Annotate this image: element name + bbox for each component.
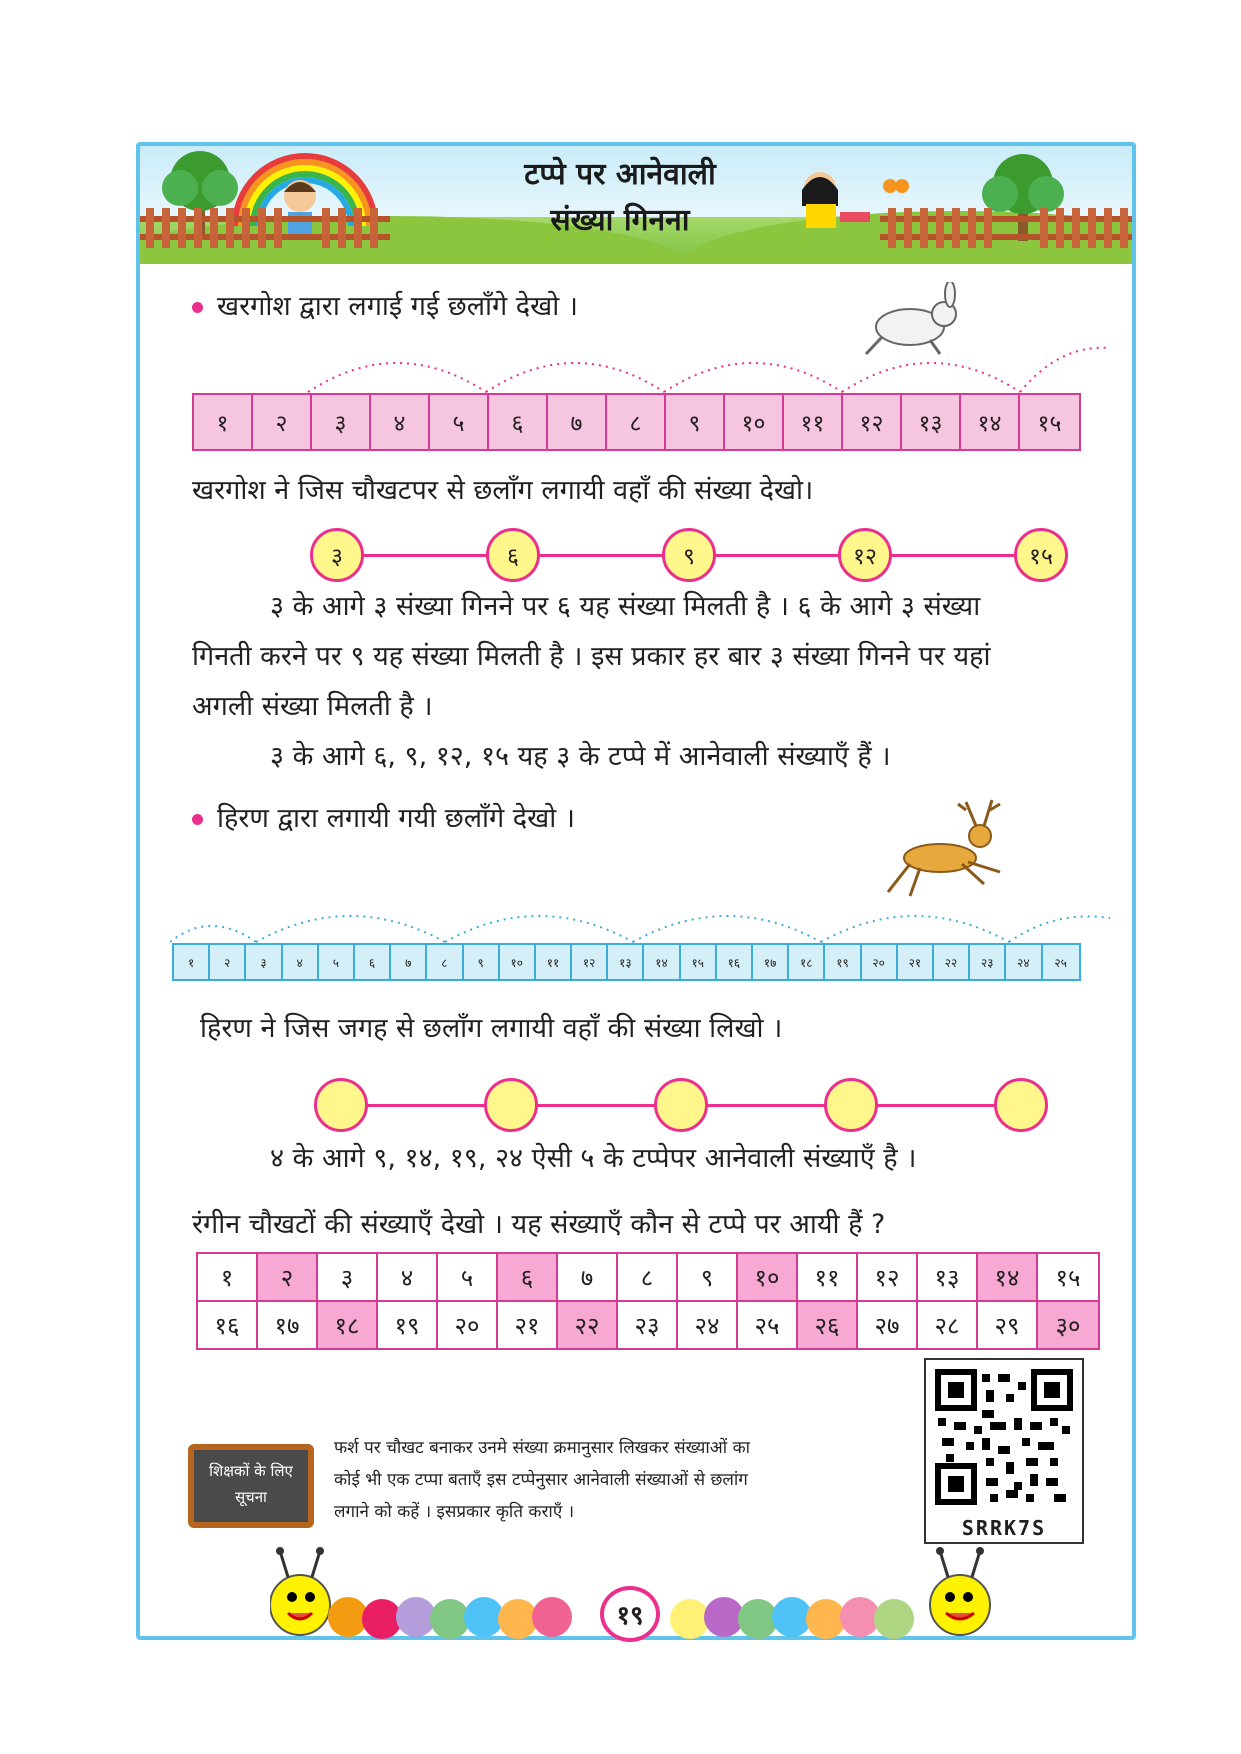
teacher-note-board	[188, 1444, 314, 1528]
jump-circle: ९	[662, 528, 716, 582]
strip-cell: १२	[572, 945, 608, 979]
strip-cell: १६	[717, 945, 753, 979]
grid-cell-highlighted: १०	[738, 1254, 798, 1300]
grid-cell-highlighted: २२	[558, 1302, 618, 1348]
rabbit-bullet	[192, 286, 578, 323]
strip-cell: ११	[536, 945, 572, 979]
grid-cell: २३	[618, 1302, 678, 1348]
strip-cell: ९	[464, 945, 500, 979]
grid-cell-highlighted: ३०	[1038, 1302, 1098, 1348]
grid-cell: २५	[738, 1302, 798, 1348]
strip-cell: ७	[391, 945, 427, 979]
strip-cell: ७	[548, 395, 607, 449]
page-title	[460, 152, 780, 244]
deer-bullet	[192, 798, 575, 835]
strip-cell: १०	[500, 945, 536, 979]
board-line-2: सूचना	[235, 1488, 267, 1506]
grid-cell: २४	[678, 1302, 738, 1348]
board-line-1: शिक्षकों के लिए	[209, 1462, 293, 1480]
strip-cell: ११	[784, 395, 843, 449]
bullet-icon	[192, 814, 203, 825]
grid-cell: ७	[558, 1254, 618, 1300]
grid-cell: १९	[378, 1302, 438, 1348]
answer-circle[interactable]	[654, 1078, 708, 1132]
title-line-1: टप्पे पर आनेवाली	[524, 157, 716, 192]
strip-cell: १७	[753, 945, 789, 979]
grid-cell: ३	[318, 1254, 378, 1300]
page-number: १९	[616, 1601, 644, 1631]
answer-circle[interactable]	[994, 1078, 1048, 1132]
strip-cell: १२	[843, 395, 902, 449]
jump-circle: १५	[1014, 528, 1068, 582]
strip-cell: ९	[666, 395, 725, 449]
strip-cell: ३	[246, 945, 282, 979]
strip-cell: १४	[644, 945, 680, 979]
number-strip-1-15	[192, 393, 1081, 451]
strip-cell: १०	[725, 395, 784, 449]
strip-cell: ८	[607, 395, 666, 449]
jump-circle: १२	[838, 528, 892, 582]
answer-circle[interactable]	[314, 1078, 368, 1132]
grid-cell: २८	[918, 1302, 978, 1348]
title-line-2: संख्या गिनना	[550, 203, 690, 238]
strip-cell: १३	[902, 395, 961, 449]
strip-cell: ४	[371, 395, 430, 449]
answer-circle[interactable]	[484, 1078, 538, 1132]
grid-cell: २१	[498, 1302, 558, 1348]
strip-cell: ६	[489, 395, 548, 449]
deer-bullet-text: हिरण द्वारा लगायी गयी छलाँगे देखो ।	[217, 803, 576, 834]
grid-cell: ४	[378, 1254, 438, 1300]
strip-cell: २४	[1006, 945, 1042, 979]
grid-row	[198, 1300, 1098, 1348]
grid-cell: १२	[858, 1254, 918, 1300]
grid-cell: २९	[978, 1302, 1038, 1348]
note-line-3: लगाने को कहें । इसप्रकार कृति कराएँ ।	[334, 1502, 575, 1522]
grid-cell-highlighted: २	[258, 1254, 318, 1300]
explanation-line-3: अगली संख्या मिलती है ।	[192, 691, 433, 722]
grid-cell-highlighted: १४	[978, 1254, 1038, 1300]
explanation-line-4: ३ के आगे ६, ९, १२, १५ यह ३ के टप्पे में आनेवाली संख्याएँ हैं ।	[270, 741, 891, 772]
note-line-1: फर्श पर चौखट बनाकर उनमे संख्या क्रमानुसार लिखकर संख्याओं का	[334, 1438, 751, 1458]
strip-cell: १५	[1020, 395, 1079, 449]
grid-cell-highlighted: १८	[318, 1302, 378, 1348]
note-line-2: कोई भी एक टप्पा बताएँ इस टप्पेनुसार आनेवाली संख्याओं से छलांग	[334, 1470, 748, 1490]
answer-circle[interactable]	[824, 1078, 878, 1132]
grid-cell: १६	[198, 1302, 258, 1348]
grid-cell: ५	[438, 1254, 498, 1300]
strip-cell: ४	[283, 945, 319, 979]
explanation-line-2: गिनती करने पर ९ यह संख्या मिलती है । इस प्रकार हर बार ३ संख्या गिनने पर यहां	[192, 641, 991, 672]
deer-answer-line: ४ के आगे ९, १४, १९, २४ ऐसी ५ के टप्पेपर आनेवाली संख्याएँ है ।	[270, 1143, 917, 1174]
strip-cell: २०	[862, 945, 898, 979]
grid-cell: १	[198, 1254, 258, 1300]
strip-cell: १८	[789, 945, 825, 979]
strip-cell: १	[194, 395, 253, 449]
explanation-line-1: ३ के आगे ३ संख्या गिनने पर ६ यह संख्या मिलती है । ६ के आगे ३ संख्या	[270, 591, 981, 622]
strip-cell: २३	[970, 945, 1006, 979]
strip-cell: १४	[961, 395, 1020, 449]
strip-cell: २	[253, 395, 312, 449]
bullet-icon	[192, 302, 203, 313]
strip-cell: १९	[825, 945, 861, 979]
colored-box-question: रंगीन चौखटों की संख्याएँ देखो । यह संख्याएँ कौन से टप्पे पर आयी हैं ?	[192, 1209, 886, 1240]
grid-row	[198, 1254, 1098, 1300]
strip-cell: ५	[319, 945, 355, 979]
number-grid-1-30	[196, 1252, 1100, 1350]
strip-cell: ३	[312, 395, 371, 449]
rabbit-instruction: खरगोश ने जिस चौखटपर से छलाँग लगायी वहाँ की संख्या देखो।	[192, 475, 814, 506]
strip-cell: १	[174, 945, 210, 979]
jump-circle: ६	[486, 528, 540, 582]
jump-circle: ३	[310, 528, 364, 582]
grid-cell: १७	[258, 1302, 318, 1348]
deer-jump-arcs	[170, 890, 1110, 946]
deer-instruction: हिरण ने जिस जगह से छलाँग लगायी वहाँ की संख्या लिखो ।	[200, 1013, 783, 1044]
strip-cell: २	[210, 945, 246, 979]
grid-cell: १५	[1038, 1254, 1098, 1300]
grid-cell: ९	[678, 1254, 738, 1300]
qr-code[interactable]	[924, 1358, 1084, 1544]
grid-cell-highlighted: २६	[798, 1302, 858, 1348]
strip-cell: २२	[934, 945, 970, 979]
strip-cell: २१	[898, 945, 934, 979]
grid-cell: २०	[438, 1302, 498, 1348]
strip-cell: ५	[430, 395, 489, 449]
rabbit-bullet-text: खरगोश द्वारा लगाई गई छलाँगे देखो ।	[217, 291, 579, 322]
strip-cell: १५	[681, 945, 717, 979]
grid-cell: २७	[858, 1302, 918, 1348]
strip-cell: ८	[427, 945, 463, 979]
grid-cell: ११	[798, 1254, 858, 1300]
grid-cell: १३	[918, 1254, 978, 1300]
teacher-note-text	[334, 1432, 894, 1528]
grid-cell: ८	[618, 1254, 678, 1300]
strip-cell: १३	[608, 945, 644, 979]
qr-code-icon	[926, 1362, 1082, 1512]
qr-code-label: SRRK7S	[961, 1516, 1047, 1540]
strip-cell: २५	[1043, 945, 1079, 979]
grid-cell-highlighted: ६	[498, 1254, 558, 1300]
strip-cell: ६	[355, 945, 391, 979]
rabbit-jump-arcs	[190, 334, 1110, 394]
number-strip-1-25	[172, 943, 1081, 981]
deer-icon	[880, 792, 1010, 904]
page-number-clock	[600, 1586, 660, 1642]
